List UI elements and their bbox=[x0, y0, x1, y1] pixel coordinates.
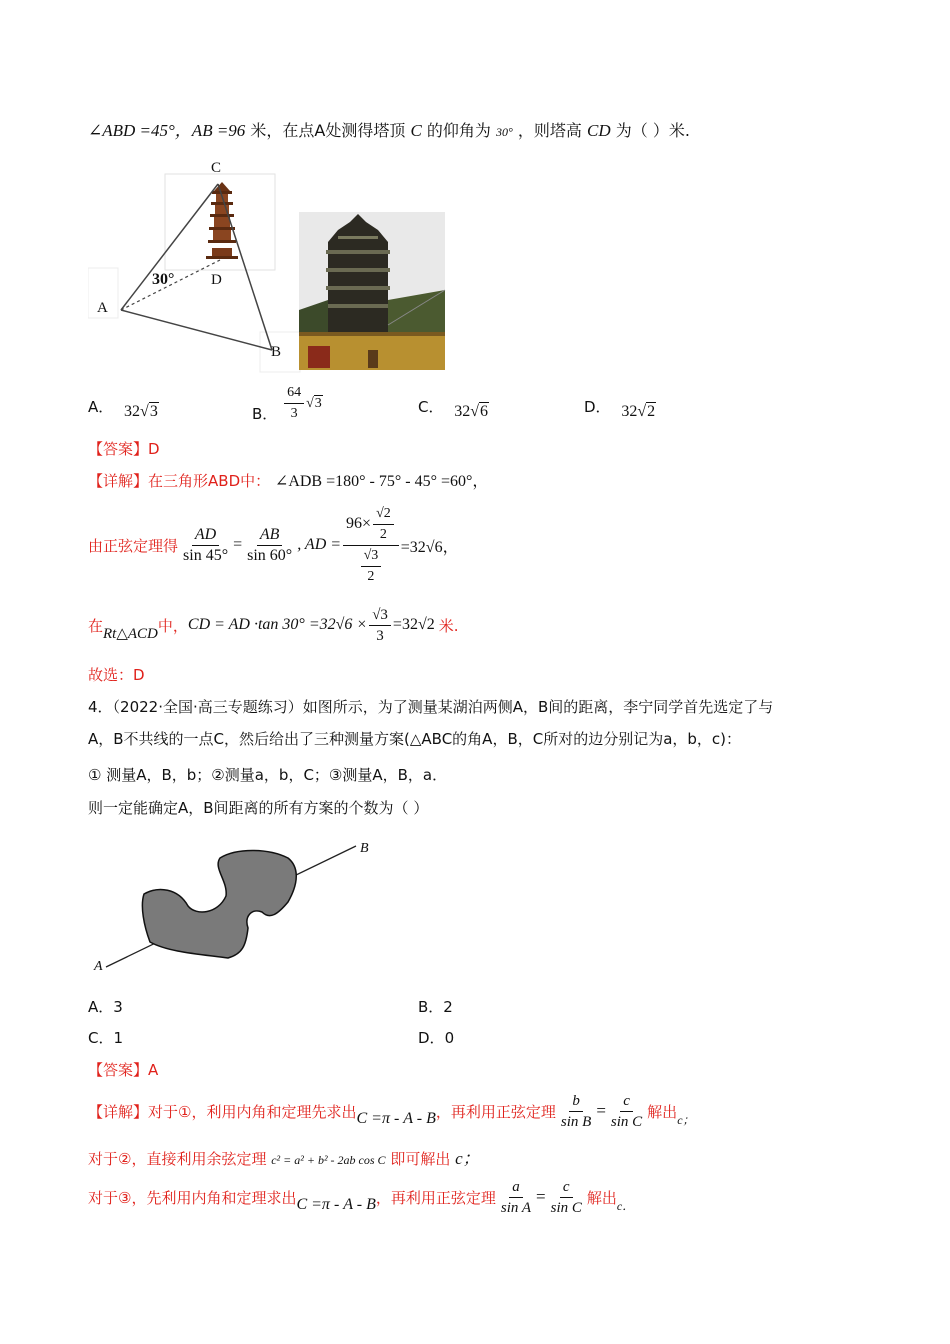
label-b: B bbox=[360, 841, 369, 856]
q4-option-c[interactable] bbox=[88, 1027, 123, 1048]
q3-frac1-num: AD bbox=[192, 526, 219, 546]
q3-big-num-frac-num: √2 bbox=[373, 505, 394, 525]
line-ab bbox=[121, 310, 272, 350]
q3-detail-math1: ∠ADB =180° - 75° - 45° =60°， bbox=[274, 473, 489, 490]
q4-d1-pre: 对于①，利用内角和定理先求出 bbox=[148, 1102, 357, 1121]
q3-option-b-den: 3 bbox=[290, 406, 298, 421]
q4-d3-pre: 对于③，先利用内角和定理求出 bbox=[88, 1188, 297, 1207]
q3-stem-text-4: 为（ ）米. bbox=[615, 121, 690, 140]
q3-line3-frac-den: 3 bbox=[376, 627, 384, 644]
pagoda-photo bbox=[299, 212, 445, 370]
q3-eq-1: = bbox=[233, 536, 243, 553]
q3-option-a-coef: 32 bbox=[124, 403, 141, 420]
q3-option-c-rad: 6 bbox=[480, 403, 489, 420]
q4-stem-line2: A，B不共线的一点C，然后给出了三种测量方案(△ABC的角A，B，C所对的边分别记为a，b，c)： bbox=[88, 730, 742, 748]
q4-d3-fb-den: sin C bbox=[550, 1199, 582, 1216]
q3-big-num-top: 96× bbox=[346, 515, 372, 532]
q4-detail-line1: 【详解】 对于①，利用内角和定理先求出 C =π - A - B ，再利用正弦定理 $\frac{b}{\text{sin B}}$ = $\frac{c}{\text{sin C}}$ 解出 c； bbox=[88, 1092, 695, 1130]
q4-option-a[interactable] bbox=[88, 996, 123, 1017]
q3-option-a[interactable]: A． 32√3 bbox=[88, 398, 158, 420]
q4-d1-fb-num: c bbox=[620, 1092, 633, 1112]
label-b: B bbox=[271, 344, 282, 360]
q4-stem-line4: 则一定能确定A，B间距离的所有方案的个数为（ ） bbox=[88, 799, 429, 817]
q4-detail-line2 bbox=[88, 1144, 480, 1169]
q4-d3-fa-den: sin A bbox=[500, 1199, 532, 1216]
q4-d1-mid: ，再利用正弦定理 bbox=[435, 1102, 556, 1121]
q4-d2-pre: 对于②，直接利用余弦定理 bbox=[88, 1150, 267, 1168]
q4-option-b[interactable] bbox=[418, 996, 453, 1017]
q4-option-c-letter: C． bbox=[88, 1029, 114, 1047]
q4-d3-math: C =π - A - B bbox=[296, 1196, 376, 1213]
q3-detail-line2 bbox=[88, 500, 459, 590]
q3-option-c-letter: C． bbox=[418, 398, 444, 416]
q3-option-c[interactable]: C． 32√6 bbox=[418, 398, 489, 420]
q3-line3-pre: 在 bbox=[88, 616, 104, 635]
q3-detail-line3 bbox=[88, 600, 459, 650]
q4-lake-diagram bbox=[88, 836, 388, 976]
q3-line3-mid: 中， bbox=[157, 616, 188, 635]
q4-d3-fa-num: a bbox=[509, 1178, 523, 1198]
q3-line3-end: 米. bbox=[438, 616, 459, 635]
q4-option-c-value: 1 bbox=[113, 1029, 124, 1047]
q3-option-d-rad: 2 bbox=[647, 403, 656, 420]
q3-option-b-letter: B． bbox=[252, 404, 278, 423]
q4-detail-label: 【详解】 bbox=[88, 1102, 149, 1121]
q4-d1-end: 解出 bbox=[647, 1102, 678, 1121]
q4-detail-line3: 对于③，先利用内角和定理求出 C =π - A - B ，再利用正弦定理 $\frac{a}{\text{sin A}}$ = $\frac{c}{\text{sin C}}$ 解出 c． bbox=[88, 1178, 635, 1216]
q4-d3-mid: ，再利用正弦定理 bbox=[375, 1188, 496, 1207]
q3-stem-text-2: 的仰角为 bbox=[426, 121, 491, 140]
line-cb bbox=[218, 184, 272, 350]
label-c: C bbox=[211, 160, 222, 176]
q4-option-d[interactable] bbox=[418, 1027, 454, 1048]
q3-stem-angle: 30° bbox=[496, 125, 513, 139]
q4-d1-fb-den: sin C bbox=[610, 1113, 643, 1130]
q3-big-den-frac-num: √3 bbox=[361, 547, 382, 567]
label-d: D bbox=[211, 272, 222, 288]
q3-result1: =32√6， bbox=[400, 538, 459, 556]
label-a: A bbox=[97, 300, 108, 316]
q3-detail-line1 bbox=[88, 468, 488, 491]
label-angle: 30° bbox=[152, 271, 175, 288]
q3-detail-text2: 由正弦定理得 bbox=[88, 536, 179, 555]
q3-option-d[interactable]: D． 32√2 bbox=[584, 398, 656, 420]
q3-option-d-coef: 32 bbox=[621, 403, 638, 420]
q4-stem-line3: ① 测量A，B，b；②测量a，b，C；③测量A，B，a． bbox=[88, 766, 448, 784]
q4-d3-fb-num: c bbox=[560, 1178, 573, 1198]
q4-d1-math: C =π - A - B bbox=[356, 1110, 436, 1127]
q4-d3-var: c． bbox=[616, 1198, 635, 1213]
q4-option-a-value: 3 bbox=[113, 998, 123, 1016]
q3-option-b-num: 64 bbox=[284, 384, 304, 404]
q4-d2-math: c² = a² + b² - 2ab cos C bbox=[271, 1153, 386, 1167]
q3-option-b-rad: 3 bbox=[314, 395, 322, 411]
q4-option-b-value: 2 bbox=[443, 998, 453, 1016]
q3-option-b[interactable]: B． $\frac{64}{3}$ √3 bbox=[252, 385, 322, 423]
q3-line3-math: CD = AD ·tan 30° =32√6 × bbox=[187, 616, 368, 633]
q4-d2-var: c； bbox=[455, 1149, 480, 1168]
q4-d2-end: 即可解出 bbox=[390, 1150, 451, 1168]
q3-detail-label: 【详解】 bbox=[88, 472, 149, 490]
q4-option-b-letter: B． bbox=[418, 998, 444, 1016]
q3-stem-text-3: ，则塔高 bbox=[517, 121, 582, 140]
q3-frac2-num: AB bbox=[257, 526, 283, 546]
q3-conclusion: 故选：D bbox=[88, 666, 145, 684]
q3-option-c-coef: 32 bbox=[454, 403, 471, 420]
q4-d3-end: 解出 bbox=[586, 1188, 617, 1207]
q4-answer: 【答案】A bbox=[88, 1061, 159, 1079]
q3-answer: 【答案】D bbox=[88, 440, 160, 458]
q4-option-a-letter: A． bbox=[88, 998, 114, 1016]
q3-stem-text-1: 米，在点A处测得塔顶 bbox=[250, 121, 406, 140]
q3-frac1-den: sin 45° bbox=[183, 546, 229, 564]
q3-ad-eq: , AD = bbox=[297, 536, 342, 553]
q3-line3-frac-num: √3 bbox=[369, 606, 391, 626]
q4-option-d-letter: D． bbox=[418, 1029, 445, 1047]
q3-stem-c: C bbox=[410, 121, 422, 140]
q4-stem-line1: 4．（2022·全国·高三专题练习）如图所示，为了测量某湖泊两侧A，B间的距离，李宁同学首先选定了与 bbox=[88, 698, 774, 716]
q3-frac2-den: sin 60° bbox=[247, 546, 293, 564]
lake-shape bbox=[142, 851, 296, 959]
q3-option-d-letter: D． bbox=[584, 398, 611, 416]
q3-stem-line bbox=[88, 116, 690, 141]
q3-stem-cd: CD bbox=[587, 121, 611, 140]
q4-d1-fa-num: b bbox=[569, 1092, 583, 1112]
q3-option-a-letter: A． bbox=[88, 398, 114, 416]
q3-detail-text1: 在三角形ABD中： bbox=[148, 472, 271, 490]
line-ca bbox=[121, 184, 218, 310]
q4-option-d-value: 0 bbox=[444, 1029, 455, 1047]
label-a: A bbox=[94, 959, 103, 974]
q3-diagram bbox=[88, 150, 458, 380]
q3-line3-result: =32√2 bbox=[392, 616, 435, 633]
q4-d1-fa-den: sin B bbox=[560, 1113, 592, 1130]
q3-big-num-frac-den: 2 bbox=[379, 526, 387, 542]
q3-line3-tri: Rt△ACD bbox=[103, 625, 158, 642]
q3-option-a-rad: 3 bbox=[149, 403, 158, 420]
q4-d1-var: c； bbox=[677, 1112, 695, 1127]
q3-stem-math-abd: ∠ABD =45°，AB =96 bbox=[88, 121, 246, 140]
q3-big-den-frac-den: 2 bbox=[367, 568, 375, 584]
